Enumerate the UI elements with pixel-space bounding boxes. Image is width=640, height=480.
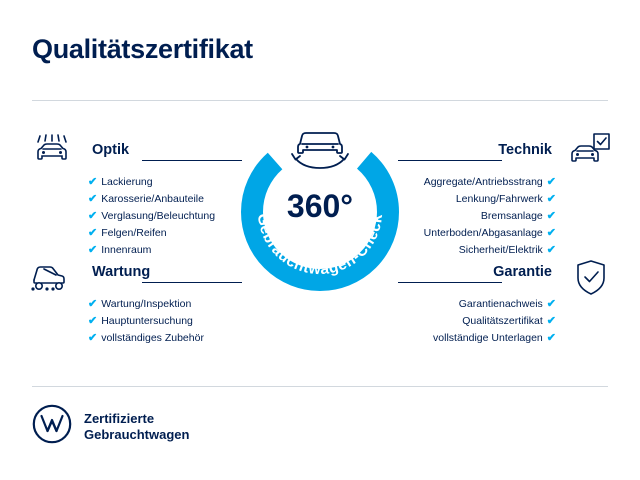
section-optik-items xyxy=(32,174,242,259)
section-wartung xyxy=(32,262,242,347)
check-icon: ✔ xyxy=(88,227,98,239)
section-optik xyxy=(32,140,242,259)
list-item-label: Bremsanlage xyxy=(480,210,543,222)
list-item xyxy=(398,225,556,242)
section-garantie-title: Garantie xyxy=(489,264,556,280)
list-item-label: Wartung/Inspektion xyxy=(101,298,192,310)
list-item xyxy=(88,225,242,242)
section-garantie-header xyxy=(398,262,608,290)
check-icon: ✔ xyxy=(546,227,556,239)
list-item xyxy=(398,208,556,225)
section-garantie-items xyxy=(398,296,608,347)
check-icon: ✔ xyxy=(546,298,556,310)
badge-360-check xyxy=(228,120,412,304)
badge-value: 360° xyxy=(286,188,354,224)
section-technik-title: Technik xyxy=(494,142,556,158)
list-item xyxy=(398,296,556,313)
check-icon: ✔ xyxy=(88,244,98,256)
vw-logo xyxy=(32,404,72,449)
list-item xyxy=(88,296,242,313)
list-item-label: Hauptuntersuchung xyxy=(101,315,193,327)
list-item-label: vollständige Unterlagen xyxy=(433,332,543,344)
list-item xyxy=(398,242,556,259)
section-optik-title: Optik xyxy=(88,142,133,158)
list-item-label: vollständiges Zubehör xyxy=(101,332,204,344)
check-icon: ✔ xyxy=(546,210,556,222)
list-item xyxy=(398,174,556,191)
section-technik-header xyxy=(398,140,608,168)
top-divider xyxy=(32,100,608,101)
list-item xyxy=(88,208,242,225)
list-item xyxy=(88,242,242,259)
list-item-label: Unterboden/Abgasanlage xyxy=(423,227,543,239)
footer-line-1: Zertifizierte xyxy=(84,410,155,426)
footer-text xyxy=(84,411,189,443)
check-icon: ✔ xyxy=(546,315,556,327)
list-item xyxy=(88,330,242,347)
list-item-label: Lackierung xyxy=(101,176,153,188)
section-optik-header xyxy=(32,140,242,168)
check-icon: ✔ xyxy=(88,298,98,310)
section-technik xyxy=(398,140,608,259)
check-icon: ✔ xyxy=(88,315,98,327)
section-rule xyxy=(142,160,242,161)
section-wartung-title: Wartung xyxy=(88,264,154,280)
section-wartung-header xyxy=(32,262,242,290)
check-icon: ✔ xyxy=(88,176,98,188)
page-title: Qualitätszertifikat xyxy=(32,34,253,64)
list-item-label: Innenraum xyxy=(101,244,152,256)
check-icon: ✔ xyxy=(546,332,556,344)
list-item-label: Aggregate/Antriebsstrang xyxy=(423,176,543,188)
section-wartung-items xyxy=(32,296,242,347)
check-icon: ✔ xyxy=(88,193,98,205)
list-item xyxy=(88,191,242,208)
list-item-label: Sicherheit/Elektrik xyxy=(458,244,543,256)
list-item-label: Verglasung/Beleuchtung xyxy=(101,210,216,222)
list-item xyxy=(398,313,556,330)
bottom-divider xyxy=(32,386,608,387)
check-icon: ✔ xyxy=(546,193,556,205)
footer-line-2: Gebrauchtwagen xyxy=(84,426,190,442)
check-icon: ✔ xyxy=(546,244,556,256)
list-item xyxy=(398,330,556,347)
badge-arc-text: Gebrauchtwagen-Check xyxy=(253,212,387,279)
list-item-label: Lenkung/Fahrwerk xyxy=(455,193,543,205)
list-item-label: Qualitätszertifikat xyxy=(462,315,543,327)
section-rule xyxy=(398,160,502,161)
section-technik-items xyxy=(398,174,608,259)
section-rule xyxy=(398,282,502,283)
check-icon: ✔ xyxy=(88,332,98,344)
footer xyxy=(32,404,189,449)
list-item xyxy=(398,191,556,208)
check-icon: ✔ xyxy=(88,210,98,222)
section-rule xyxy=(142,282,242,283)
list-item xyxy=(88,174,242,191)
list-item-label: Karosserie/Anbauteile xyxy=(101,193,204,205)
list-item xyxy=(88,313,242,330)
list-item-label: Felgen/Reifen xyxy=(101,227,167,239)
list-item-label: Garantienachweis xyxy=(458,298,543,310)
section-garantie xyxy=(398,262,608,347)
check-icon: ✔ xyxy=(546,176,556,188)
